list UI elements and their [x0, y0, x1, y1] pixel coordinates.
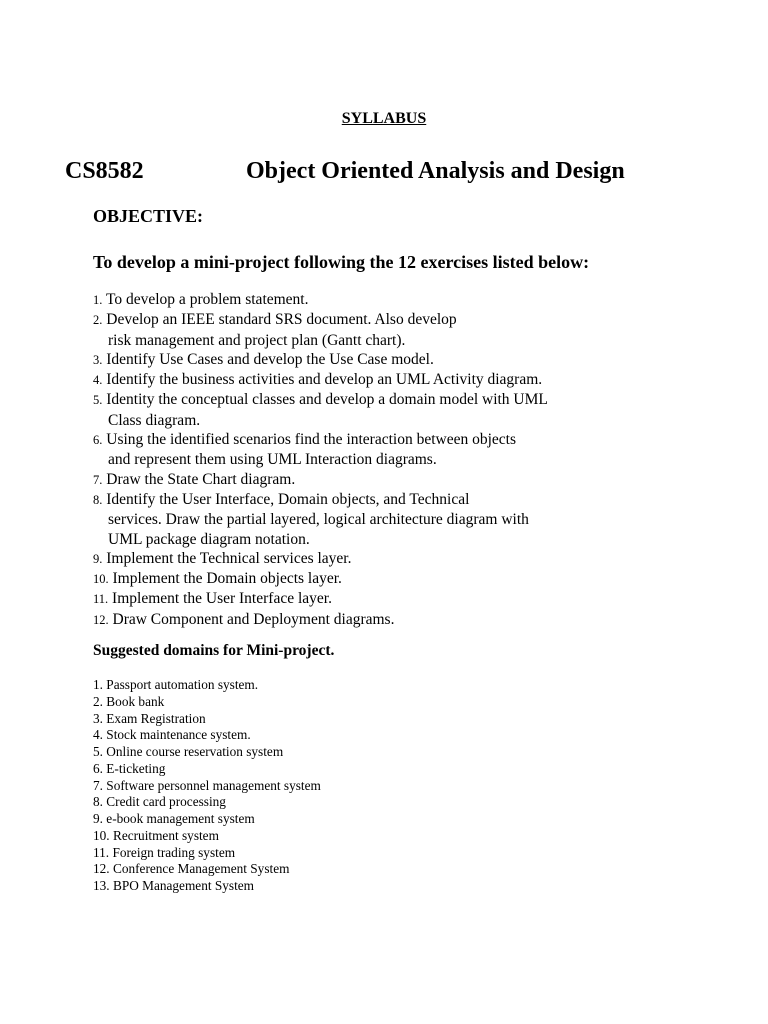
- exercise-text: Identify the business activities and develop an UML Activity diagram.: [106, 371, 543, 389]
- exercise-item: [93, 290, 548, 310]
- exercise-text: and represent them using UML Interaction diagrams.: [108, 451, 437, 469]
- exercise-text: services. Draw the partial layered, logical architecture diagram with: [108, 511, 529, 529]
- exercise-item: [93, 430, 548, 470]
- syllabus-heading: SYLLABUS: [341, 110, 427, 127]
- domain-item: 11. Foreign trading system: [93, 844, 236, 860]
- exercise-item: [93, 610, 548, 630]
- exercise-text: Draw Component and Deployment diagrams.: [112, 610, 395, 628]
- exercise-text: Identify Use Cases and develop the Use Case model.: [106, 350, 434, 368]
- exercise-number: 6.: [93, 433, 103, 448]
- exercise-item: [93, 470, 548, 490]
- exercise-number: 7.: [93, 472, 103, 487]
- exercise-text: risk management and project plan (Gantt chart).: [108, 331, 406, 349]
- exercise-list: [93, 290, 548, 630]
- objective-text: To develop a mini-project following the 12 exercises listed below:: [93, 252, 590, 272]
- domains-heading: Suggested domains for Mini-project.: [93, 642, 335, 659]
- domain-item: 12. Conference Management System: [93, 861, 290, 877]
- domain-item: 6. E-ticketing: [93, 760, 166, 776]
- exercise-number: 4.: [93, 373, 103, 388]
- exercise-number: 5.: [93, 393, 103, 408]
- exercise-text: Implement the Technical services layer.: [106, 549, 352, 567]
- exercise-text: Identity the conceptual classes and develop a domain model with UML: [106, 391, 548, 409]
- exercise-text: Draw the State Chart diagram.: [106, 470, 296, 488]
- exercise-text: Implement the User Interface layer.: [112, 590, 332, 608]
- domain-item: 9. e-book management system: [93, 811, 255, 826]
- course-code: CS8582: [65, 158, 144, 184]
- exercise-text: Using the identified scenarios find the interaction between objects: [106, 431, 517, 449]
- course-title: Object Oriented Analysis and Design: [246, 158, 625, 184]
- exercise-item: [93, 310, 548, 350]
- exercise-item: [93, 569, 548, 589]
- domain-list: [93, 677, 321, 895]
- domain-item: 3. Exam Registration: [93, 710, 206, 726]
- exercise-number: 10.: [93, 572, 109, 587]
- exercise-number: 8.: [93, 492, 103, 507]
- exercise-number: 2.: [93, 313, 103, 328]
- exercise-text: To develop a problem statement.: [105, 291, 309, 308]
- exercise-number: 9.: [93, 551, 103, 566]
- domain-item: 2. Book bank: [93, 693, 165, 709]
- domain-item: 13. BPO Management System: [93, 878, 255, 893]
- exercise-number: 11.: [93, 592, 109, 607]
- domain-item: 5. Online course reservation system: [93, 744, 284, 759]
- exercise-text: Implement the Domain objects layer.: [112, 570, 342, 588]
- exercise-item: [93, 370, 548, 390]
- exercise-text: UML package diagram notation.: [108, 530, 310, 548]
- domain-item: 1. Passport automation system.: [93, 677, 259, 692]
- exercise-text: Class diagram.: [108, 411, 201, 429]
- exercise-number: 12.: [93, 612, 109, 627]
- domain-item: 7. Software personnel management system: [93, 777, 321, 793]
- exercise-text: Develop an IEEE standard SRS document. Also develop: [106, 311, 457, 329]
- exercise-number: 1.: [93, 293, 103, 307]
- exercise-item: [93, 549, 548, 569]
- objective-label: OBJECTIVE:: [93, 206, 204, 226]
- domain-item: 4. Stock maintenance system.: [93, 727, 251, 743]
- exercise-item: [93, 490, 548, 549]
- exercise-text: Identify the User Interface, Domain objects, and Technical: [106, 490, 470, 508]
- exercise-item: [93, 350, 548, 370]
- exercise-item: [93, 589, 548, 609]
- exercise-number: 3.: [93, 352, 103, 367]
- domain-item: 10. Recruitment system: [93, 827, 219, 843]
- domain-item: 8. Credit card processing: [93, 794, 226, 810]
- exercise-item: [93, 390, 548, 430]
